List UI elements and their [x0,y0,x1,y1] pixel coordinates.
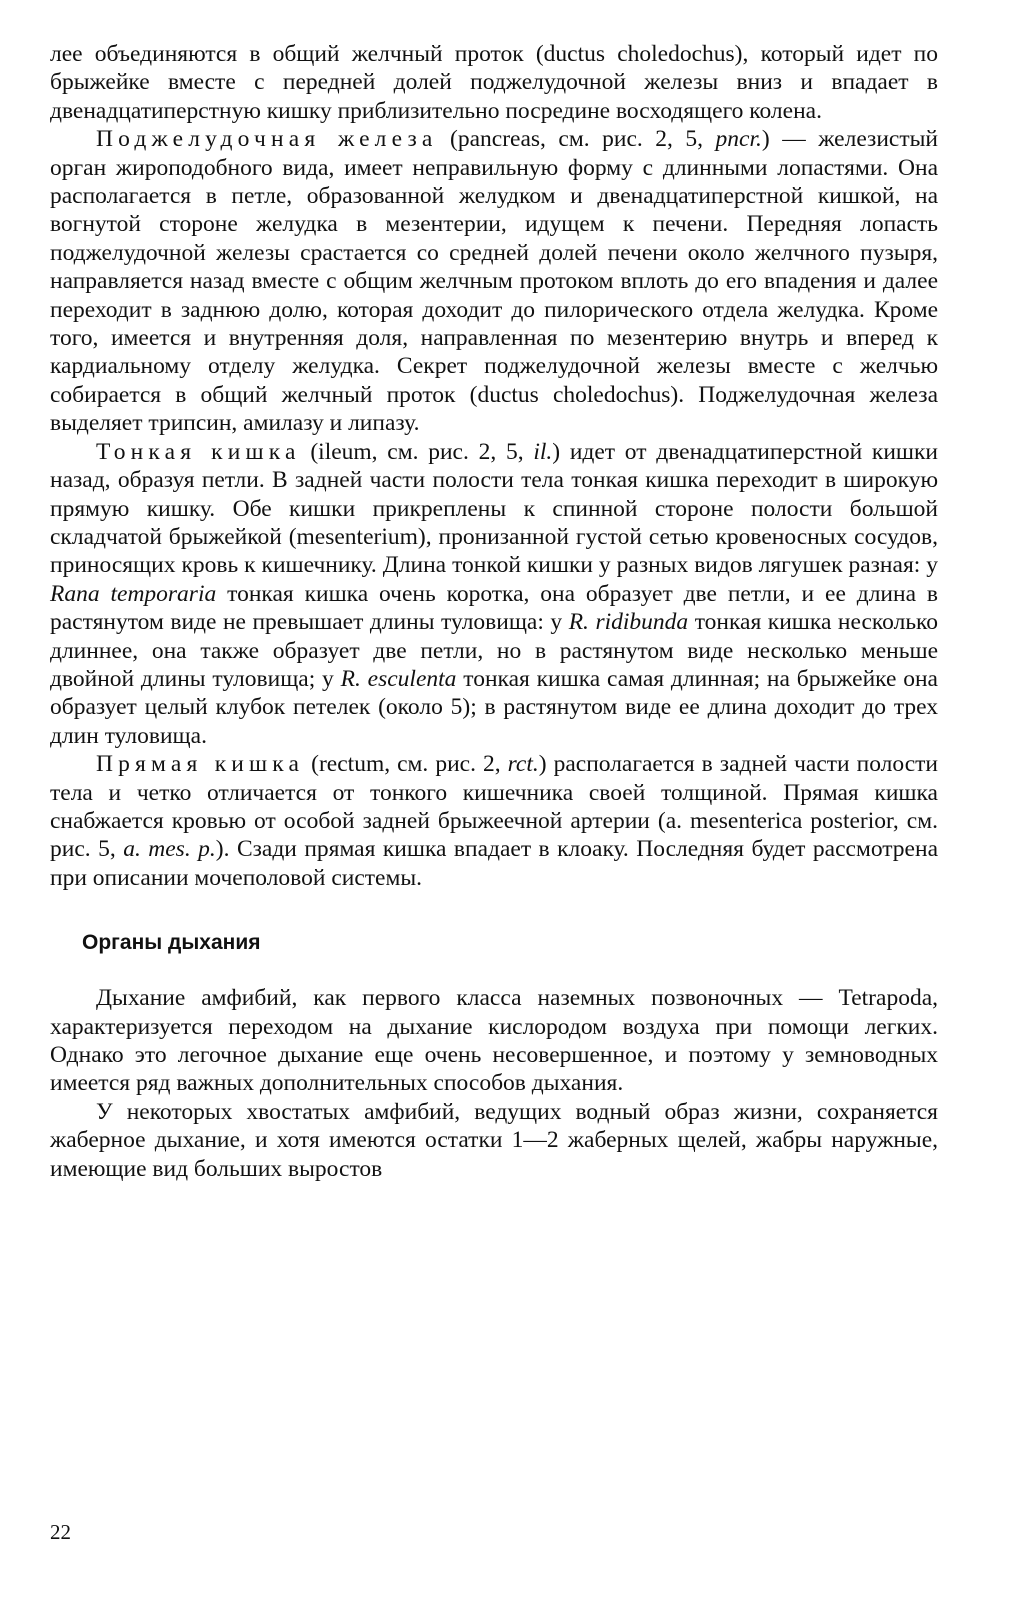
rectum-text-c: ). Сзади прямая кишка впадает в клоаку. Последняя будет рассмотрена при описании мочеполовой системы. [50,836,938,891]
intestine-text-a: (ileum, см. рис. 2, 5, [300,438,534,465]
species-r-ridibunda: R. ridibunda [568,609,689,636]
section-heading: Органы дыхания [82,931,261,955]
rectum-text-a: (rectum, см. рис. 2, [304,751,508,778]
rectum-text-b: ) располагается в задней части полости тела и четко отличается от тонкого кишечника своей толщиной. Прямая кишка снабжается кровью от особой задней брыжеечной артерии (a. mesenterica posterior, см. рис. 5, [50,751,938,863]
intestine-abbr: il. [533,438,553,465]
rectum-abbr: rct. [507,751,539,778]
paragraph-respiration: Дыхание амфибий, как первого класса наземных позвоночных — Tetrapoda, характеризуется переходом на дыхание кислородом воздуха при помощи легких. Однако это легочное дыхание еще очень несовершенное, и поэтому у земноводных имеется ряд важных дополнительных способов дыхания. [50,985,938,1097]
page-number: 22 [50,1520,71,1544]
species-r-esculenta: R. esculenta [340,665,457,692]
species-rana-temporaria: Rana temporaria [50,580,217,607]
paragraph-gill-breathing: У некоторых хвостатых амфибий, ведущих водный образ жизни, сохраняется жаберное дыхание, и хотя имеются остатки 1—2 жаберных щелей, жабры наружные, имеющие вид больших выростов [50,1098,938,1182]
pancreas-abbr: pncr. [715,126,762,153]
term-pancreas: Поджелудочная железа [96,126,438,153]
paragraph-bile-duct: лее объединяются в общий желчный проток (ductus choledochus), который идет по брыжейке вместе с передней долей поджелудочной железы вниз и впадает в двенадцатиперстную кишку приблизительно посредине восходящего колена. [50,41,938,124]
rectum-abbr-artery: a. mes. p. [123,836,216,863]
paragraph-small-intestine [50,438,938,750]
paragraph-pancreas [50,125,938,437]
intestine-text-c: тонкая кишка очень коротка, она образует две петли, и ее длина в растянутом виде не превышает длины туловища: у [50,580,938,636]
pancreas-text-b: ) — железистый орган жироподобного вида, имеет неправильную форму с длинными лопастями. Она располагается в петле, образованной желудком и двенадцатиперстной кишкой, на вогнутой стороне желудка в мезентерии, идущем к печени. Передняя лопасть поджелудочной железы срастается со средней долей печени около желчного пузыря, направляется назад вместе с общим желчным протоком вплоть до его впадения и далее переходит в заднюю долю, которая доходит до пилорического отдела желудка. Кроме того, имеется и внутренняя доля, направленная по мезентерию внутрь и вперед к кардиальному отделу желудка. Секрет поджелудочной железы вместе с желчью собирается в общий желчный проток (ductus choledochus). Поджелудочная железа выделяет трипсин, амилазу и липазу. [50,126,938,437]
page-text [50,40,938,1183]
pancreas-text-a: (pancreas, см. рис. 2, 5, [437,126,716,153]
intestine-text-e: тонкая кишка самая длинная; на брыжейке она образует целый клубок петелек (около 5); в растянутом виде ее длина доходит до трех длин туловища. [50,665,938,749]
intestine-text-b: ) идет от двенадцатиперстной кишки назад, образуя петли. В задней части полости тела тонкая кишка переходит в широкую прямую кишку. Обе кишки прикреплены к спинной стороне полости большой складчатой брыжейкой (mesenterium), пронизанной густой сетью кровеносных сосудов, приносящих кровь к кишечнику. Длина тонкой кишки у разных видов лягушек разная: у [50,438,938,579]
paragraph-rectum [50,750,938,892]
term-small-intestine: Тонкая кишка [96,438,301,465]
term-rectum: Прямая кишка [96,751,305,778]
intestine-text-d: тонкая кишка несколько длиннее, она также образует две петли, но в растянутом виде несколько меньше двойной длины туловища; у [50,609,939,692]
